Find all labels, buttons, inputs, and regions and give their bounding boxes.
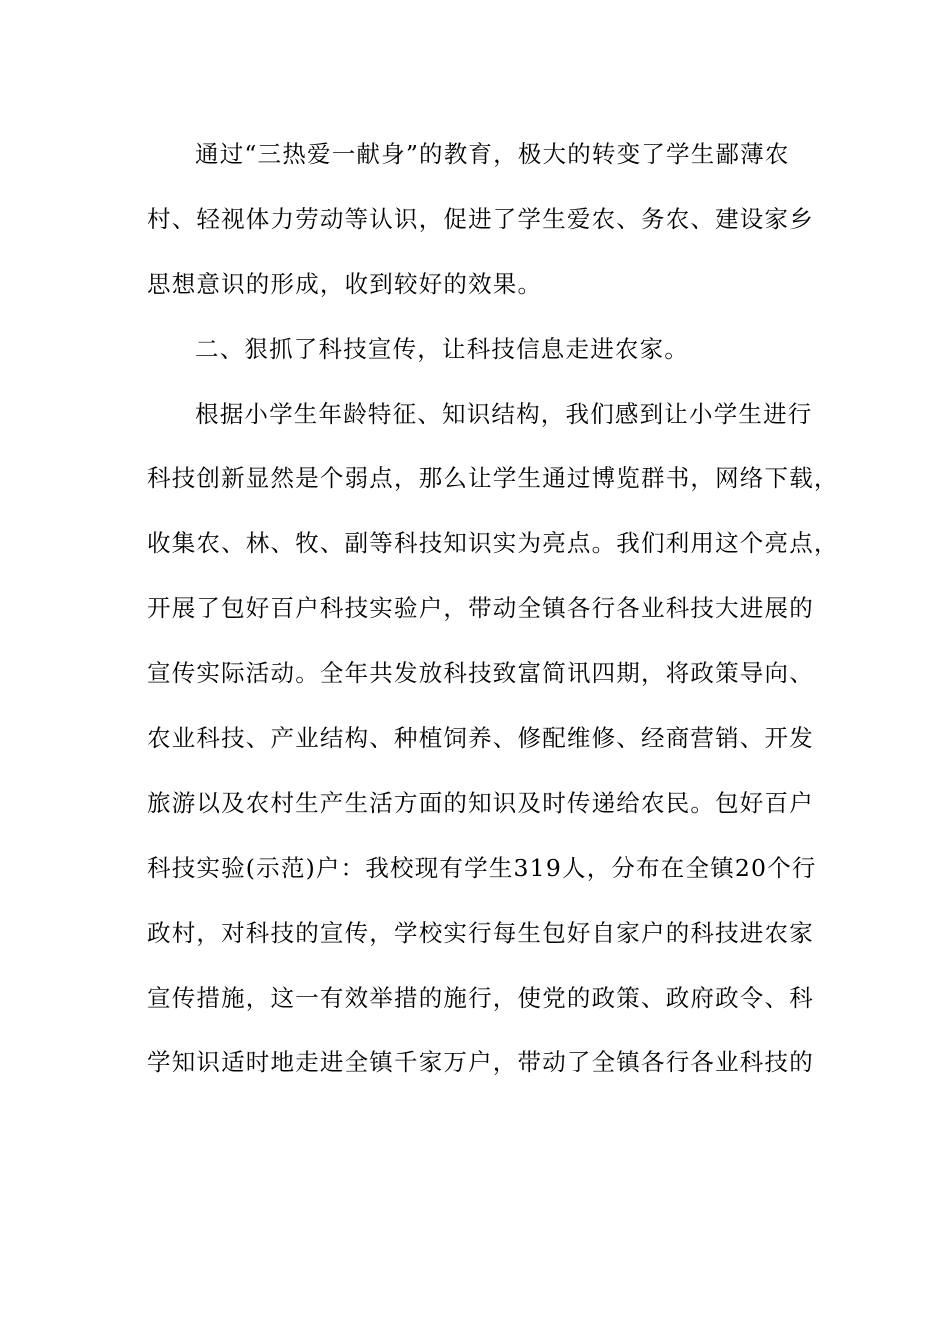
- paragraph-line: 开展了包好百户科技实验户，带动全镇各行各业科技大进展的: [147, 594, 814, 623]
- paragraph-line: 旅游以及农村生产生活方面的知识及时传递给农民。包好百户: [147, 788, 814, 817]
- paragraph-line: 宣传措施，这一有效举措的施行，使党的政策、政府政令、科: [147, 983, 814, 1012]
- body-text: [147, 122, 839, 1095]
- paragraph-line: 学知识适时地走进全镇千家万户，带动了全镇各行各业科技的: [147, 1048, 814, 1077]
- paragraph-line: 根据小学生年龄特征、知识结构，我们感到让小学生进行: [195, 399, 813, 428]
- paragraph-line: 科技实验(示范)户：我校现有学生319人，分布在全镇20个行: [147, 853, 817, 882]
- paragraph-line: 政村，对科技的宣传，学校实行每生包好自家户的科技进农家: [147, 918, 814, 947]
- paragraph-line: 农业科技、产业结构、种植饲养、修配维修、经商营销、开发: [147, 724, 814, 753]
- paragraph-line: 收集农、林、牧、副等科技知识实为亮点。我们利用这个亮点，: [147, 529, 839, 558]
- paragraph-line: 思想意识的形成，收到较好的效果。: [147, 269, 543, 298]
- paragraph-line: 宣传实际活动。全年共发放科技致富简讯四期，将政策导向、: [147, 659, 814, 688]
- paragraph-line: 科技创新显然是个弱点，那么让学生通过博览群书，网络下载，: [147, 464, 839, 493]
- section-heading: 二、狠抓了科技宣传，让科技信息走进农家。: [195, 334, 689, 363]
- paragraph-line: 通过“三热爱一献身”的教育，极大的转变了学生鄙薄农: [195, 140, 790, 168]
- paragraph-line: 村、轻视体力劳动等认识，促进了学生爱农、务农、建设家乡: [147, 204, 814, 233]
